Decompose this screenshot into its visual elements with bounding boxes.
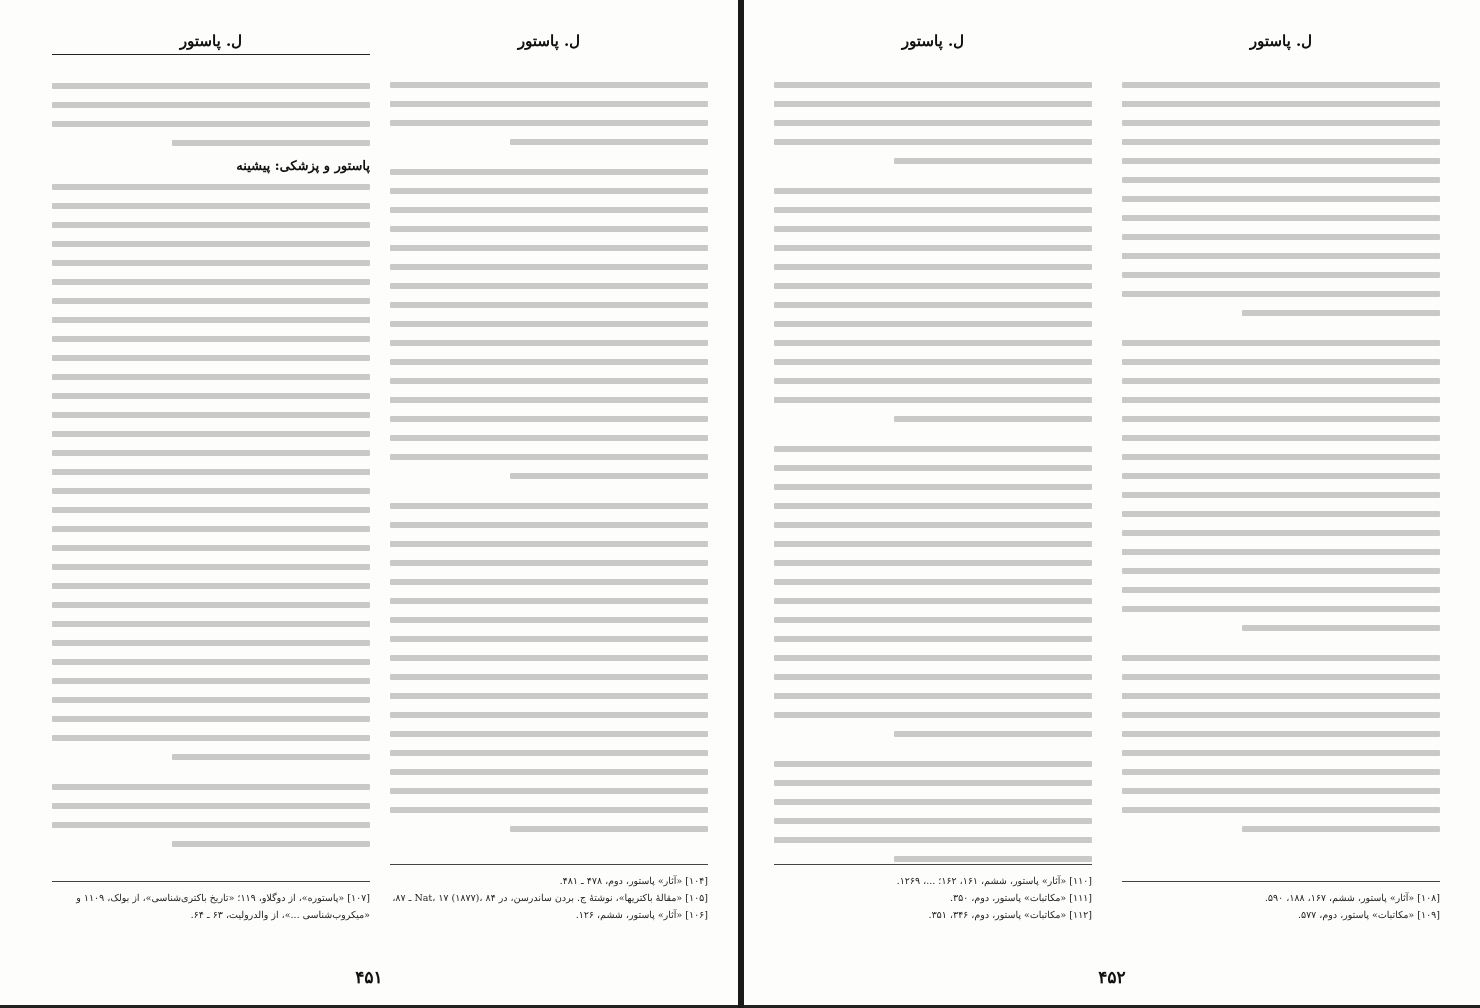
- body-text: [774, 82, 1092, 862]
- body-text: [1122, 82, 1440, 832]
- footnote: [۱۱۲] «مکاتبات» پاستور، دوم، ۳۴۶، ۳۵۱.: [928, 910, 1092, 921]
- footnotes: [52, 881, 370, 924]
- left-page-left-column: [52, 28, 370, 988]
- running-header: ل. پاستور: [517, 32, 581, 50]
- page-number: ۴۵۲: [1098, 968, 1126, 988]
- running-header: ل. پاستور: [52, 28, 370, 55]
- running-header: ل. پاستور: [1249, 32, 1313, 50]
- left-page-right-column: [390, 28, 708, 988]
- footnote: «میکروب‌شناسی ...»، از والدرولیت، ۶۳ ـ ۶۴.: [190, 910, 370, 921]
- right-page-right-column: [1122, 28, 1440, 988]
- footnote: [۱۰۸] «آثار» پاستور، ششم، ۱۶۷، ۱۸۸، ۵۹۰.: [1264, 893, 1440, 904]
- page-number: ۴۵۱: [355, 968, 383, 988]
- body-text: [390, 82, 708, 832]
- footnote: [۱۰۴] «آثار» پاستور، دوم، ۴۷۸ ـ ۴۸۱.: [559, 876, 708, 887]
- footnote: [۱۰۶] «آثار» پاستور، ششم، ۱۲۶.: [575, 910, 708, 921]
- footnote: [۱۰۵] «مقالهٔ باکتریها»، نوشتهٔ ج. بردن ساندرسن، در Nat، ۱۷ (۱۸۷۷)، ۸۴ ـ ۸۷،: [392, 893, 708, 904]
- footnote: [۱۱۰] «آثار» پاستور، ششم، ۱۶۱، ۱۶۲؛ ...، ۱۲۶۹.: [896, 876, 1092, 887]
- right-page: [744, 0, 1480, 1008]
- running-header: ل. پاستور: [901, 32, 965, 50]
- footnotes: [1122, 881, 1440, 924]
- footnotes: [774, 864, 1092, 924]
- right-page-left-column: [774, 28, 1092, 988]
- section-heading: پاستور و پزشکی: پیشینه: [236, 159, 370, 174]
- footnote: [۱۱۱] «مکاتبات» پاستور، دوم، ۳۵۰.: [949, 893, 1092, 904]
- footnote: [۱۰۹] «مکاتبات» پاستور، دوم، ۵۷۷.: [1297, 910, 1440, 921]
- body-text: [52, 83, 370, 847]
- footnote: [۱۰۷] «پاستوره»، از دوگلاو، ۱۱۹؛ «تاریخ باکتری‌شناسی»، از بولک، ۱۱۰۹ و: [76, 893, 370, 904]
- left-page: [0, 0, 738, 1008]
- footnotes: [390, 864, 708, 924]
